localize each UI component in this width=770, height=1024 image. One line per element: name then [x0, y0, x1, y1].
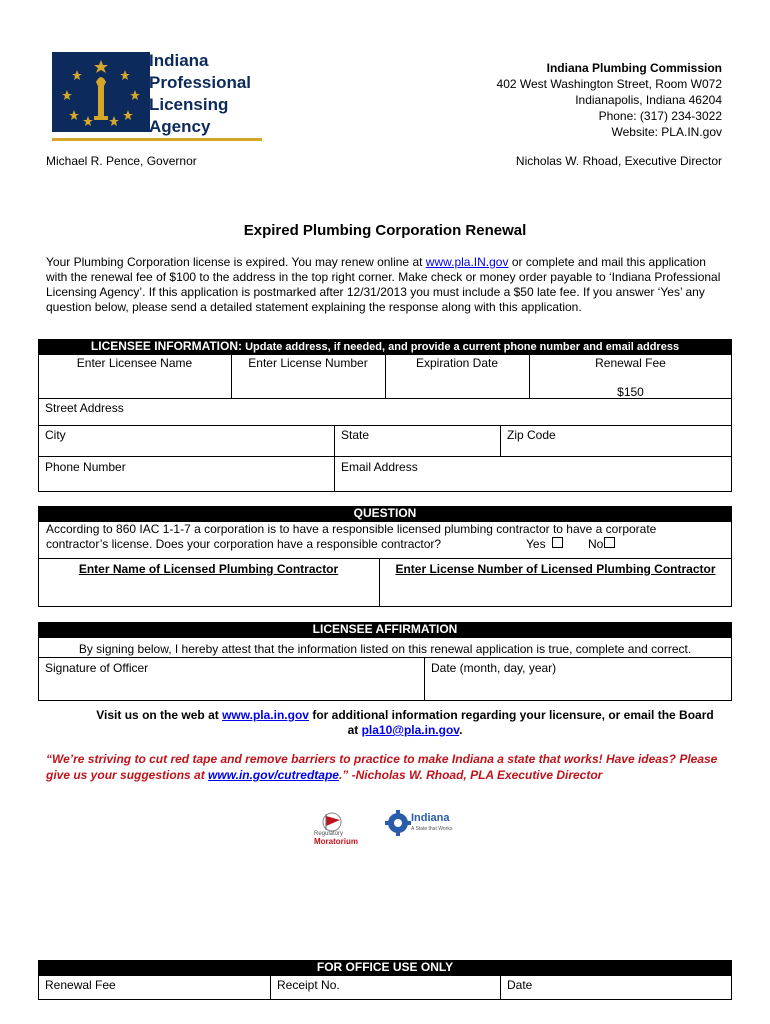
divider [424, 657, 425, 701]
section-title: LICENSEE INFORMATION: [90, 339, 243, 353]
question-header: QUESTION [38, 506, 732, 521]
logo-underline [52, 138, 262, 141]
board-email-link[interactable]: pla10@pla.in.gov [361, 723, 460, 737]
no-label: No [588, 537, 604, 551]
intro-paragraph [46, 255, 730, 315]
section-subtitle: Update address, if needed, and provide a current phone number and email address [242, 341, 680, 353]
licensee-info-header [38, 339, 732, 354]
logo-line: Licensing [149, 95, 229, 114]
yes-checkbox[interactable] [552, 537, 563, 548]
license-number-field[interactable]: Enter License Number [248, 356, 368, 370]
gear-icon [385, 808, 411, 838]
visit-text: Visit us on the web at [96, 708, 223, 722]
signature-date-field[interactable]: Date (month, day, year) [431, 661, 557, 675]
zip-code-field[interactable]: Zip Code [507, 428, 556, 442]
yes-label: Yes [526, 537, 546, 551]
yes-option[interactable] [526, 537, 563, 552]
question-line: contractor’s license. Does your corporation have a responsible contractor? [46, 537, 442, 551]
divider [500, 425, 501, 456]
indiana-logo-text: Indiana [411, 812, 450, 824]
director-quote [46, 751, 736, 783]
logo-line: Indiana [149, 51, 209, 70]
commission-name: Indiana Plumbing Commission [546, 61, 722, 75]
divider [38, 558, 732, 559]
indiana-logo-tagline: A State that Works [411, 826, 453, 832]
signature-field[interactable]: Signature of Officer [45, 661, 149, 675]
divider [270, 975, 271, 1000]
office-receipt-field[interactable]: Receipt No. [277, 978, 340, 992]
question-line: According to 860 IAC 1-1-7 a corporation is to have a responsible licensed plumbing contractor to have a corporate [46, 522, 657, 536]
divider [38, 456, 732, 457]
affirmation-text: By signing below, I hereby attest that the information listed on this renewal application is true, complete and correct. [78, 642, 692, 656]
quote-text: .” -Nicholas W. Rhoad, PLA Executive Director [338, 768, 603, 782]
visit-text: . [459, 723, 463, 737]
cut-red-tape-link[interactable]: www.in.gov/cutredtape [208, 768, 339, 782]
renew-online-link[interactable]: www.pla.IN.gov [425, 255, 509, 269]
logo-line: Agency [149, 117, 211, 136]
renewal-fee-label: Renewal Fee [595, 356, 666, 370]
logo-line: Professional [149, 73, 252, 92]
email-address-field[interactable]: Email Address [341, 460, 418, 474]
office-renewal-fee-field[interactable]: Renewal Fee [45, 978, 116, 992]
intro-text: Your Plumbing Corporation license is expired. You may renew online at [46, 255, 426, 269]
office-use-table [38, 975, 732, 1000]
intro-text: or complete and mail this application with the renewal fee of $100 to the address in the top right corner. Make check or money order payable to ‘Indiana Professional Licensing Agency’. If this application is postmarked after 12/31/2013 you must include a $50 late fee. If you answer ‘Yes’ any question below, please send a detailed statement explaining the response along with this application. [46, 255, 721, 314]
contractor-name-field[interactable]: Enter Name of Licensed Plumbing Contractor [78, 562, 339, 576]
moratorium-text: Moratorium [314, 837, 358, 846]
governor-name: Michael R. Pence, Governor [46, 154, 197, 168]
agency-logo-emblem [52, 52, 150, 132]
street-address-field[interactable]: Street Address [45, 401, 124, 415]
director-name: Nicholas W. Rhoad, Executive Director [515, 154, 722, 168]
indiana-state-logo [385, 808, 455, 848]
office-date-field[interactable]: Date [507, 978, 533, 992]
quote-text: “We’re striving to cut red tape and remove barriers to practice to make Indiana a state that works! Have ideas? Please give us your suggestions at [46, 752, 718, 782]
office-use-header: FOR OFFICE USE ONLY [38, 960, 732, 975]
renewal-fee-value: $150 [617, 385, 644, 399]
divider [38, 657, 732, 658]
question-text [46, 522, 736, 552]
no-checkbox[interactable] [604, 537, 615, 548]
phone-line: Phone: (317) 234-3022 [598, 109, 722, 123]
address-line: 402 West Washington Street, Room W072 [496, 77, 722, 91]
affirmation-header: LICENSEE AFFIRMATION [38, 622, 732, 637]
address-line: Indianapolis, Indiana 46204 [575, 93, 722, 107]
divider [38, 425, 732, 426]
visit-text: for additional information regarding your licensure, or email the Board at [308, 708, 714, 737]
visit-notice [90, 708, 720, 738]
website-line: Website: PLA.IN.gov [611, 125, 722, 139]
phone-number-field[interactable]: Phone Number [45, 460, 126, 474]
licensee-name-field[interactable]: Enter Licensee Name [76, 356, 193, 370]
state-field[interactable]: State [341, 428, 370, 442]
form-title: Expired Plumbing Corporation Renewal [243, 222, 527, 239]
regulatory-moratorium-logo [312, 808, 382, 848]
city-field[interactable]: City [45, 428, 66, 442]
commission-address [497, 60, 722, 140]
divider [334, 425, 335, 492]
contractor-license-field[interactable]: Enter License Number of Licensed Plumbing Contractor [395, 562, 716, 576]
torch-stars-icon [52, 52, 150, 132]
moratorium-small-text: Regulatory [314, 831, 344, 837]
expiration-date-field[interactable]: Expiration Date [415, 356, 499, 370]
question-line-row [46, 537, 736, 552]
divider [500, 975, 501, 1000]
no-option[interactable] [588, 537, 615, 552]
pla-website-link[interactable]: www.pla.in.gov [222, 708, 309, 722]
agency-logo-text [149, 50, 259, 138]
